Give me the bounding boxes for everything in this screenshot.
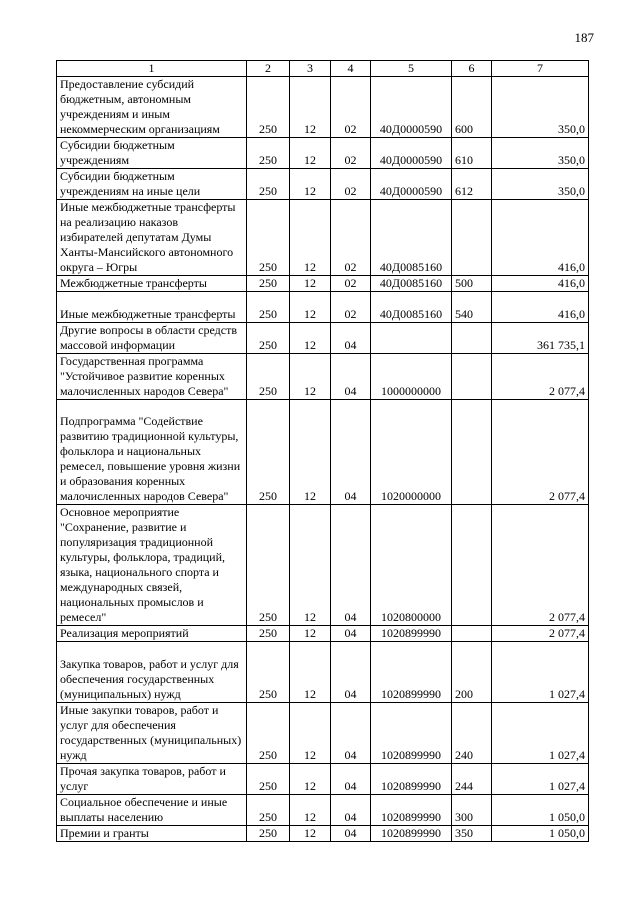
table-row [57, 77, 589, 138]
table-row [57, 626, 589, 642]
cell-expense-type: 350 [452, 826, 492, 842]
cell-section: 12 [290, 77, 331, 138]
table-row [57, 703, 589, 764]
column-header: 4 [331, 61, 371, 77]
cell-subsection: 04 [331, 354, 371, 400]
table-row [57, 138, 589, 169]
cell-subsection: 04 [331, 642, 371, 703]
cell-target-article: 1020899990 [371, 764, 452, 795]
cell-amount: 1 027,4 [492, 703, 589, 764]
table-row [57, 169, 589, 200]
cell-section: 12 [290, 354, 331, 400]
column-header: 1 [57, 61, 247, 77]
row-name: Межбюджетные трансферты [57, 276, 247, 292]
cell-expense-type [452, 626, 492, 642]
cell-subsection: 02 [331, 200, 371, 276]
cell-amount: 2 077,4 [492, 626, 589, 642]
cell-admin-code: 250 [247, 138, 290, 169]
column-header: 7 [492, 61, 589, 77]
cell-admin-code: 250 [247, 826, 290, 842]
table-row [57, 276, 589, 292]
cell-expense-type [452, 200, 492, 276]
cell-subsection: 04 [331, 505, 371, 626]
cell-expense-type: 300 [452, 795, 492, 826]
cell-expense-type: 500 [452, 276, 492, 292]
cell-admin-code: 250 [247, 323, 290, 354]
cell-admin-code: 250 [247, 400, 290, 505]
table-row [57, 354, 589, 400]
cell-target-article: 1020899990 [371, 826, 452, 842]
table-row [57, 505, 589, 626]
row-name: Субсидии бюджетным учреждениям [57, 138, 247, 169]
cell-expense-type: 612 [452, 169, 492, 200]
cell-amount: 350,0 [492, 169, 589, 200]
cell-subsection: 04 [331, 323, 371, 354]
column-header: 5 [371, 61, 452, 77]
cell-section: 12 [290, 169, 331, 200]
cell-admin-code: 250 [247, 292, 290, 323]
table-row [57, 323, 589, 354]
cell-target-article: 1020899990 [371, 642, 452, 703]
cell-target-article [371, 323, 452, 354]
cell-section: 12 [290, 292, 331, 323]
cell-target-article: 40Д0000590 [371, 169, 452, 200]
table-row [57, 400, 589, 505]
cell-expense-type [452, 400, 492, 505]
cell-target-article: 1000000000 [371, 354, 452, 400]
row-name: Государственная программа "Устойчивое развитие коренных малочисленных народов Севера" [57, 354, 247, 400]
cell-amount: 1 050,0 [492, 826, 589, 842]
cell-section: 12 [290, 323, 331, 354]
row-name: Субсидии бюджетным учреждениям на иные цели [57, 169, 247, 200]
row-name: Иные закупки товаров, работ и услуг для обеспечения государственных (муниципальных) нужд [57, 703, 247, 764]
cell-subsection: 04 [331, 703, 371, 764]
cell-expense-type [452, 505, 492, 626]
cell-expense-type: 200 [452, 642, 492, 703]
table-header-row [57, 61, 589, 77]
cell-amount: 1 027,4 [492, 764, 589, 795]
column-header: 3 [290, 61, 331, 77]
cell-target-article: 40Д0000590 [371, 138, 452, 169]
cell-admin-code: 250 [247, 764, 290, 795]
cell-subsection: 02 [331, 77, 371, 138]
table-row [57, 795, 589, 826]
cell-section: 12 [290, 626, 331, 642]
cell-amount: 416,0 [492, 292, 589, 323]
cell-subsection: 02 [331, 169, 371, 200]
table-row [57, 764, 589, 795]
cell-admin-code: 250 [247, 703, 290, 764]
cell-section: 12 [290, 276, 331, 292]
row-name: Закупка товаров, работ и услуг для обеспечения государственных (муниципальных) нужд [57, 642, 247, 703]
cell-expense-type: 540 [452, 292, 492, 323]
cell-admin-code: 250 [247, 169, 290, 200]
row-name: Иные межбюджетные трансферты [57, 292, 247, 323]
cell-section: 12 [290, 138, 331, 169]
cell-section: 12 [290, 826, 331, 842]
cell-section: 12 [290, 400, 331, 505]
cell-amount: 2 077,4 [492, 400, 589, 505]
cell-expense-type [452, 323, 492, 354]
cell-amount: 1 050,0 [492, 795, 589, 826]
row-name: Основное мероприятие "Сохранение, развитие и популяризация традиционной культуры, фольклора, традиций, языка, национального спорта и международных связей, национальных промыслов и ремесел" [57, 505, 247, 626]
cell-admin-code: 250 [247, 626, 290, 642]
cell-target-article: 1020899990 [371, 626, 452, 642]
cell-admin-code: 250 [247, 505, 290, 626]
row-name: Подпрограмма "Содействие развитию традиционной культуры, фольклора и национальных ремесел, повышение уровня жизни и образования коренных малочисленных народов Севера" [57, 400, 247, 505]
cell-subsection: 04 [331, 795, 371, 826]
cell-expense-type: 600 [452, 77, 492, 138]
row-name: Социальное обеспечение и иные выплаты населению [57, 795, 247, 826]
cell-target-article: 1020000000 [371, 400, 452, 505]
cell-subsection: 04 [331, 626, 371, 642]
row-name: Реализация мероприятий [57, 626, 247, 642]
cell-target-article: 1020899990 [371, 703, 452, 764]
cell-subsection: 04 [331, 400, 371, 505]
cell-admin-code: 250 [247, 642, 290, 703]
cell-subsection: 02 [331, 138, 371, 169]
cell-amount: 350,0 [492, 138, 589, 169]
cell-section: 12 [290, 200, 331, 276]
cell-amount: 1 027,4 [492, 642, 589, 703]
cell-admin-code: 250 [247, 276, 290, 292]
cell-subsection: 02 [331, 292, 371, 323]
cell-section: 12 [290, 505, 331, 626]
cell-section: 12 [290, 795, 331, 826]
page-number: 187 [574, 30, 594, 45]
cell-admin-code: 250 [247, 354, 290, 400]
cell-expense-type [452, 354, 492, 400]
cell-expense-type: 610 [452, 138, 492, 169]
cell-section: 12 [290, 642, 331, 703]
cell-target-article: 1020800000 [371, 505, 452, 626]
cell-amount: 361 735,1 [492, 323, 589, 354]
budget-table [56, 60, 589, 842]
table-row [57, 826, 589, 842]
row-name: Иные межбюджетные трансферты на реализацию наказов избирателей депутатам Думы Ханты-Мансийского автономного округа – Югры [57, 200, 247, 276]
cell-target-article: 40Д0085160 [371, 276, 452, 292]
cell-target-article: 40Д0085160 [371, 292, 452, 323]
table-row [57, 292, 589, 323]
column-header: 2 [247, 61, 290, 77]
cell-target-article: 1020899990 [371, 795, 452, 826]
cell-amount: 416,0 [492, 276, 589, 292]
cell-admin-code: 250 [247, 77, 290, 138]
row-name: Премии и гранты [57, 826, 247, 842]
cell-admin-code: 250 [247, 795, 290, 826]
row-name: Предоставление субсидий бюджетным, автономным учреждениям и иным некоммерческим организациям [57, 77, 247, 138]
cell-amount: 350,0 [492, 77, 589, 138]
table-row [57, 642, 589, 703]
column-header: 6 [452, 61, 492, 77]
cell-section: 12 [290, 764, 331, 795]
cell-amount: 2 077,4 [492, 354, 589, 400]
row-name: Прочая закупка товаров, работ и услуг [57, 764, 247, 795]
cell-section: 12 [290, 703, 331, 764]
cell-subsection: 02 [331, 276, 371, 292]
cell-subsection: 04 [331, 764, 371, 795]
cell-expense-type: 240 [452, 703, 492, 764]
cell-target-article: 40Д0000590 [371, 77, 452, 138]
cell-amount: 2 077,4 [492, 505, 589, 626]
cell-amount: 416,0 [492, 200, 589, 276]
cell-expense-type: 244 [452, 764, 492, 795]
table-row [57, 200, 589, 276]
cell-target-article: 40Д0085160 [371, 200, 452, 276]
cell-admin-code: 250 [247, 200, 290, 276]
cell-subsection: 04 [331, 826, 371, 842]
row-name: Другие вопросы в области средств массовой информации [57, 323, 247, 354]
